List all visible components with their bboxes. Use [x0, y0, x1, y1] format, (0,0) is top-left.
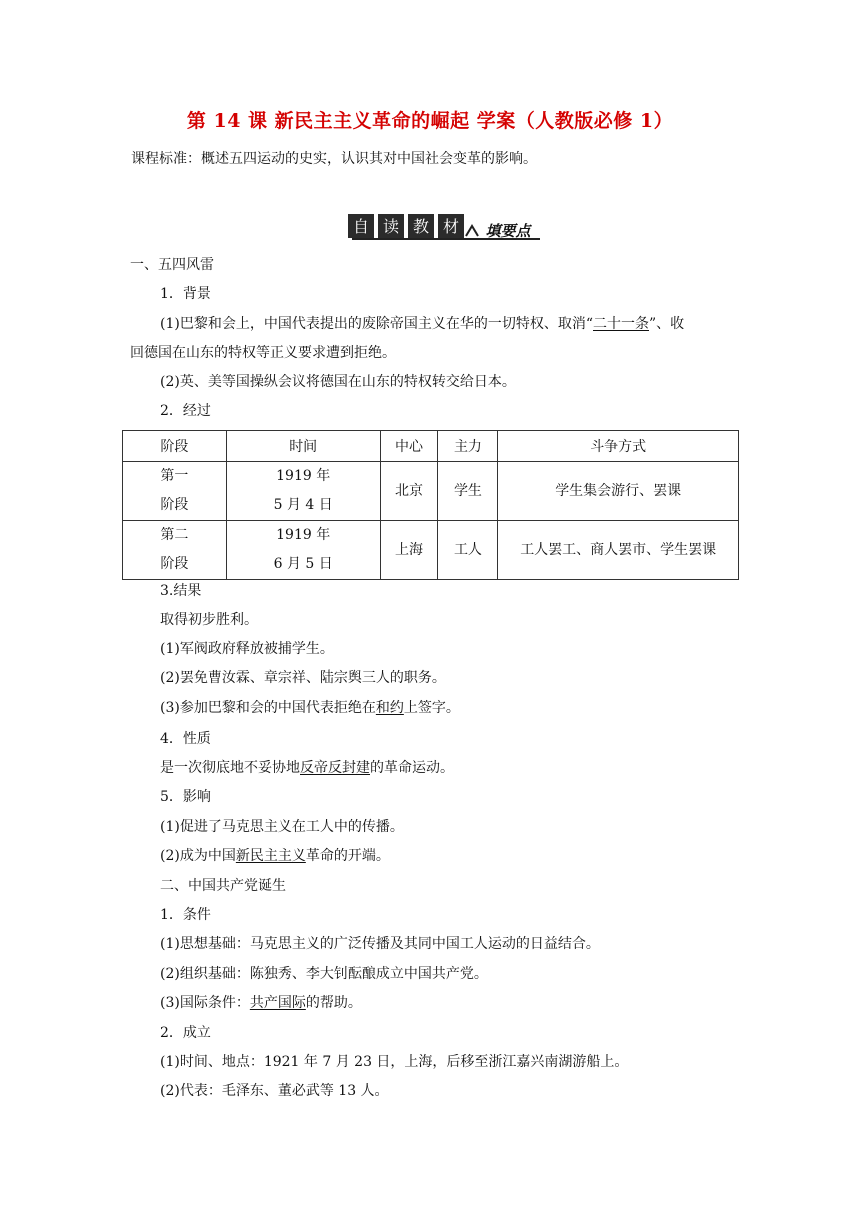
paragraph: (1)巴黎和会上，中国代表提出的废除帝国主义在华的一切特权、取消“二十一条”、收 [160, 316, 685, 332]
paragraph: (2)罢免曹汝霖、章宗祥、陆宗舆三人的职务。 [160, 670, 446, 686]
subheading: 1．条件 [160, 907, 211, 923]
table-cell: 1919 年 5 月 4 日 [226, 462, 380, 521]
subheading: 1．背景 [160, 286, 211, 302]
subheading: 4．性质 [160, 731, 211, 747]
table-row [123, 521, 739, 580]
table-row [123, 462, 739, 521]
section-heading: 二、中国共产党诞生 [160, 878, 286, 894]
paragraph: (1)思想基础：马克思主义的广泛传播及其同中国工人运动的日益结合。 [160, 936, 600, 952]
subheading: 3.结果 [160, 583, 202, 599]
paragraph: (2)英、美等国操纵会议将德国在山东的特权转交给日本。 [160, 374, 516, 390]
table-cell: 学生 [438, 462, 498, 521]
page-title: 第 14 课 新民主主义革命的崛起 学案（人教版必修 1） [186, 110, 674, 132]
table-header: 时间 [226, 431, 380, 462]
paragraph: (2)代表：毛泽东、董必武等 13 人。 [160, 1083, 389, 1099]
table-cell: 第二 阶段 [123, 521, 227, 580]
paragraph: (1)军阀政府释放被捕学生。 [160, 641, 334, 657]
banner-char: 读 [382, 217, 400, 236]
subheading: 2．成立 [160, 1025, 211, 1041]
section-banner [348, 212, 544, 242]
paragraph: 取得初步胜利。 [160, 612, 258, 628]
table-header-row [123, 431, 739, 462]
paragraph: (2)组织基础：陈独秀、李大钊酝酿成立中国共产党。 [160, 966, 488, 982]
paragraph: 是一次彻底地不妥协地反帝反封建的革命运动。 [160, 760, 454, 776]
table-header: 阶段 [123, 431, 227, 462]
table-cell: 上海 [380, 521, 438, 580]
process-table [122, 430, 739, 580]
subheading: 5．影响 [160, 789, 211, 805]
table-cell: 1919 年 6 月 5 日 [226, 521, 380, 580]
section-heading: 一、五四风雷 [130, 257, 214, 273]
banner-subtitle: 填要点 [485, 222, 531, 240]
table-cell: 工人 [438, 521, 498, 580]
table-cell: 学生集会游行、罢课 [498, 462, 739, 521]
banner-char: 教 [412, 217, 430, 236]
paragraph: (1)时间、地点：1921 年 7 月 23 日，上海，后移至浙江嘉兴南湖游船上。 [160, 1054, 629, 1070]
subheading: 2．经过 [160, 403, 211, 419]
table-cell: 第一 阶段 [123, 462, 227, 521]
paragraph: (3)国际条件：共产国际的帮助。 [160, 995, 362, 1011]
table-header: 斗争方式 [498, 431, 739, 462]
table-cell: 工人罢工、商人罢市、学生罢课 [498, 521, 739, 580]
banner-char: 材 [442, 217, 460, 236]
banner-char: 自 [352, 217, 370, 236]
paragraph: (2)成为中国新民主主义革命的开端。 [160, 848, 390, 864]
paragraph: 回德国在山东的特权等正义要求遭到拒绝。 [130, 345, 396, 361]
paragraph: (3)参加巴黎和会的中国代表拒绝在和约上签字。 [160, 700, 460, 716]
table-header: 主力 [438, 431, 498, 462]
table-header: 中心 [380, 431, 438, 462]
course-standard: 课程标准：概述五四运动的史实，认识其对中国社会变革的影响。 [131, 151, 537, 167]
table-cell: 北京 [380, 462, 438, 521]
paragraph: (1)促进了马克思主义在工人中的传播。 [160, 819, 404, 835]
